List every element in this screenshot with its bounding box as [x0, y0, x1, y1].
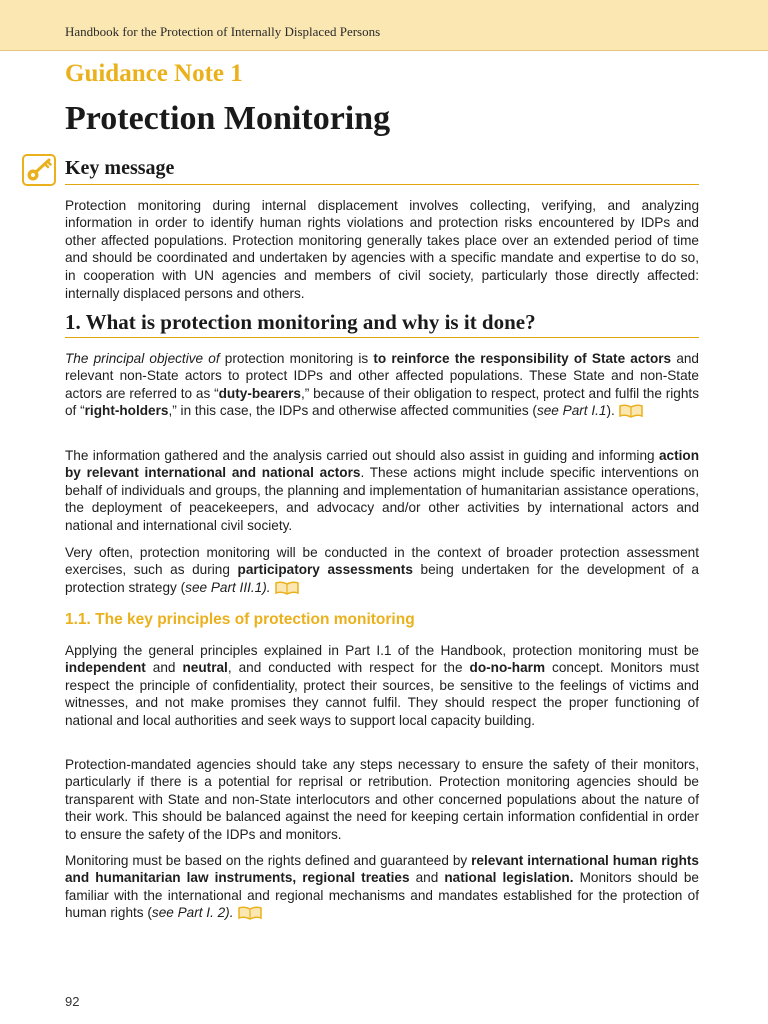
guidance-note-label: Guidance Note 1 — [65, 60, 243, 87]
section-1-1-paragraph-1: Applying the general principles explained in Part I.1 of the Handbook, protection monitoring must be independent and neutral, and conducted with respect for the do-no-harm concept. Monitors must respect the principle of confidentiality, protect their sources, be sensitive to the feelings of victims and witnesses, and not make promises they cannot fulfil. They should respect the proper functioning of national and local authorities and seek ways to support local capacity building. — [65, 642, 700, 728]
page-title: Protection Monitoring — [65, 100, 391, 137]
book-icon[interactable] — [237, 906, 263, 925]
section-1-1-paragraph-2: Protection-mandated agencies should take any steps necessary to ensure the safety of their monitors, particularly if there is a potential for reprisal or retribution. Protection monitoring agencies should be transparent with State and non-State interlocutors and other concerned populations about the nature of their work. This should be balanced against the need for keeping certain information confidential in order to ensure the safety of the IDPs and monitors. — [65, 756, 699, 842]
book-icon[interactable] — [618, 404, 644, 423]
section-1-1-paragraph-3: Monitoring must be based on the rights defined and guaranteed by relevant international human rights and humanitarian law instruments, regional treaties and national legislation. Monitors should be familiar with the international and regional mechanisms and mandates established for the protection of human rights (see Part I. 2). — [65, 852, 699, 925]
key-message-title: Key message — [65, 157, 175, 179]
section-1-paragraph-3: Very often, protection monitoring will be conducted in the context of broader protection assessment exercises, such as during participatory assessments being undertaken for the development of a protection strategy (see Part III.1). — [65, 544, 699, 600]
section-1-heading: 1. What is protection monitoring and why is it done? — [65, 310, 536, 334]
section-1-rule — [65, 337, 699, 338]
key-message-text: Protection monitoring during internal displacement involves collecting, verifying, and analyzing information in order to identify human rights violations and protection risks encountered by IDPs and other affected populations. Protection monitoring generally takes place over an extended period of time and should be coordinated and undertaken by agencies with a specific mandate and expertise to do so, in cooperation with UN agencies and members of civil society, particularly those directly affected: internally displaced persons and others. — [65, 197, 699, 301]
section-1-paragraph-1: The principal objective of protection monitoring is to reinforce the responsibility of State actors and relevant non-State actors to protect IDPs and other affected populations. These State and non-State actors are referred to as “duty-bearers,” because of their obligation to respect, protect and fulfil the rights of “right-holders,” in this case, the IDPs and otherwise affected communities (see Part I.1). — [65, 350, 699, 423]
book-icon[interactable] — [274, 581, 300, 600]
key-message-rule — [65, 184, 699, 185]
key-icon — [22, 154, 56, 186]
running-header: Handbook for the Protection of Internally Displaced Persons — [65, 24, 381, 39]
section-1-paragraph-2: The information gathered and the analysis carried out should also assist in guiding and informing action by relevant international and national actors. These actions might include specific interventions on behalf of individuals and groups, the planning and implementation of humanitarian assistance operations, the deployment of peacekeepers, and advocacy and/or other activities by international actors and national and international civil society. — [65, 447, 699, 533]
section-1-1-heading: 1.1. The key principles of protection monitoring — [65, 611, 415, 628]
page-number: 92 — [65, 994, 80, 1009]
